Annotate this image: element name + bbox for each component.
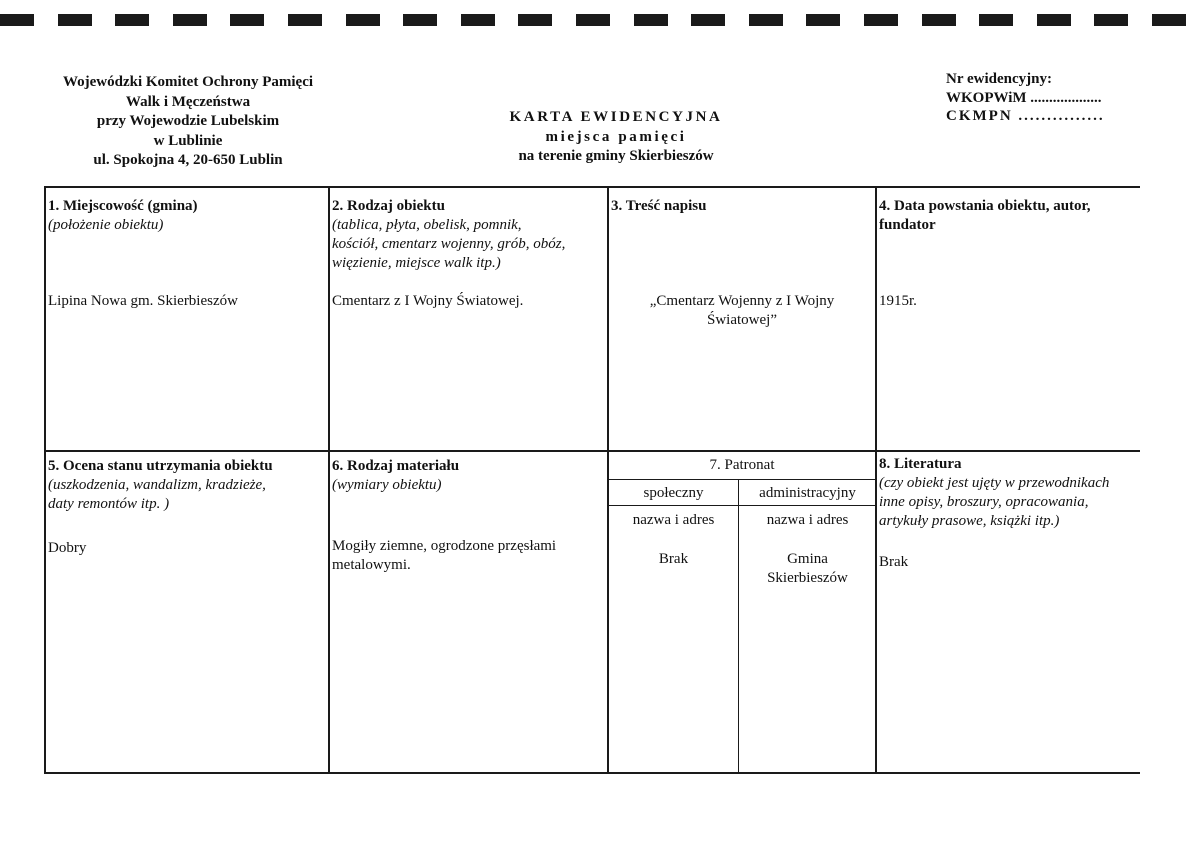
field-literature (879, 455, 1140, 531)
field-title: 1. Miejscowość (gmina) (48, 198, 198, 214)
binder-mark (634, 14, 668, 26)
issuer-line: Walk i Męczeństwa (125, 93, 251, 110)
patronage-admin-value (740, 550, 875, 588)
field-location-value: Lipina Nowa gm. Skierbieszów (48, 293, 238, 309)
field-creation-date (879, 197, 1140, 235)
field-title: 5. Ocena stanu utrzymania obiektu (48, 458, 273, 474)
issuer-line: Wojewódzki Komitet Ochrony Pamięci (62, 74, 314, 90)
patronage-admin-hint: nazwa i adres (766, 512, 849, 528)
field-hint: więzienie, miejsce walk itp.) (332, 255, 501, 271)
table-border-left (44, 186, 46, 774)
patronage-admin-line: Skierbieszów (767, 570, 848, 586)
field-title: 4. Data powstania obiektu, autor, (879, 198, 1091, 214)
binder-mark (288, 14, 322, 26)
binder-mark (864, 14, 898, 26)
registry-wkopwim: WKOPWiM ................... (946, 89, 1102, 106)
binder-mark (0, 14, 34, 26)
field-inscription-value (611, 292, 873, 330)
column-divider (328, 186, 330, 774)
issuer-line: w Lublinie (153, 132, 223, 149)
field-material-value (332, 537, 604, 575)
binder-mark (922, 14, 956, 26)
patronage-admin-header: administracyjny (759, 485, 856, 501)
field-hint: inne opisy, broszury, opracowania, (879, 494, 1089, 510)
issuer-line: przy Wojewodzie Lubelskim (96, 113, 280, 129)
patronage-social-value: Brak (658, 551, 689, 567)
binder-mark (518, 14, 552, 26)
field-inscription (611, 197, 873, 216)
field-material (332, 457, 604, 495)
field-object-type (332, 197, 604, 273)
field-hint: (tablica, płyta, obelisk, pomnik, (332, 217, 522, 233)
field-title: 6. Rodzaj materiału (332, 458, 460, 474)
field-title: 8. Literatura (879, 456, 962, 472)
binder-mark (1094, 14, 1128, 26)
patronat-divider (608, 479, 876, 480)
registry-number-block (946, 70, 1186, 126)
field-hint: (czy obiekt jest ujęty w przewodnikach (879, 475, 1110, 491)
field-condition (48, 457, 326, 514)
binder-mark (806, 14, 840, 26)
binder-mark (979, 14, 1013, 26)
field-location (48, 197, 324, 235)
issuer-address: ul. Spokojna 4, 20-650 Lublin (93, 152, 283, 168)
patronage-admin-line: Gmina (787, 551, 828, 567)
material-line: metalowymi. (332, 557, 411, 573)
field-creation-date-value: 1915r. (879, 293, 917, 309)
patronat-column-divider (738, 480, 739, 774)
material-line: Mogiły ziemne, ogrodzone przęsłami (332, 538, 557, 554)
field-title: fundator (879, 217, 936, 233)
document-scope: na terenie gminy Skierbieszów (518, 148, 714, 164)
binder-mark (403, 14, 437, 26)
table-border-top (44, 186, 1140, 188)
binder-mark (173, 14, 207, 26)
binder-mark (1037, 14, 1071, 26)
inscription-line: Światowej” (707, 312, 777, 328)
registry-label: Nr ewidencyjny: (946, 71, 1052, 87)
field-literature-value: Brak (879, 554, 909, 570)
column-divider (607, 186, 609, 774)
table-border-bottom (44, 772, 1140, 774)
field-hint: artykuły prasowe, książki itp.) (879, 513, 1060, 529)
patronage-social-header: społeczny (643, 485, 704, 501)
field-hint: daty remontów itp. ) (48, 496, 170, 512)
field-patronage-title: 7. Patronat (709, 457, 775, 473)
document-title: KARTA EWIDENCYJNA (509, 109, 723, 125)
field-hint: (położenie obiektu) (48, 217, 164, 233)
record-table (44, 186, 1140, 774)
binder-mark (58, 14, 92, 26)
column-divider (875, 186, 877, 774)
inscription-line: „Cmentarz Wojenny z I Wojny (649, 293, 835, 309)
field-condition-value: Dobry (48, 540, 87, 556)
binder-mark (230, 14, 264, 26)
binder-mark (576, 14, 610, 26)
field-title: 3. Treść napisu (611, 198, 707, 214)
patronat-header-divider (608, 505, 876, 506)
binder-mark (1152, 14, 1186, 26)
field-object-type-value: Cmentarz z I Wojny Światowej. (332, 293, 524, 309)
binder-marks (0, 14, 1198, 26)
field-hint: kościół, cmentarz wojenny, grób, obóz, (332, 236, 566, 252)
field-hint: (uszkodzenia, wandalizm, kradzieże, (48, 477, 266, 493)
table-row-divider (44, 450, 1140, 452)
field-hint: (wymiary obiektu) (332, 477, 442, 493)
binder-mark (749, 14, 783, 26)
issuer-block (38, 73, 338, 171)
registry-ckmpn: CKMPN ............... (946, 108, 1105, 124)
document-subtitle: miejsca pamięci (545, 128, 687, 145)
document-title-block (466, 108, 766, 167)
patronage-social-hint: nazwa i adres (632, 512, 715, 528)
binder-mark (461, 14, 495, 26)
binder-mark (691, 14, 725, 26)
binder-mark (115, 14, 149, 26)
binder-mark (346, 14, 380, 26)
field-title: 2. Rodzaj obiektu (332, 198, 445, 214)
